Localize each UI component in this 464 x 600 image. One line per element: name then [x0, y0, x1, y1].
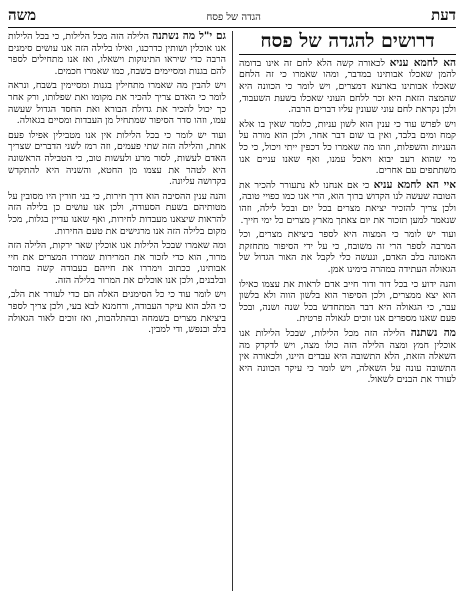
- paragraph: [8, 191, 226, 237]
- text-columns: [8, 31, 456, 591]
- paragraph-text: ומה שאמרו שבכל הלילות אנו אוכלין שאר ירקות, הלילה הזה מרור, הוא כדי לזכור את המרירות שמררו המצרים את חיי אבותינו, ככתוב וימררו את חייהם בעבודה קשה בחומר ובלבנים, ולכן אנו אוכלים את המרור בלילה הזה.: [8, 240, 226, 286]
- paragraph-text: ויש להבין מה שאמרו מתחילין בגנות ומסיימין בשבח, ונראה לומר כי האדם צריך להכיר את מקומו ואת שפלותו, ורק אחר כך יכול להכיר את גדולת הבורא ואת החסד הגדול שעשה עמו, וזהו סדר הסיפור שמתחיל מן העבדות ומסיים בגאולה.: [8, 80, 226, 127]
- paragraph: [239, 180, 456, 226]
- paragraph-lead: מה נשתנה: [410, 326, 456, 339]
- paragraph-text: והנה ידוע כי בכל דור ודור חייב אדם לראות את עצמו כאילו הוא יצא ממצרים, ולכן הסיפור הוא בלשון הווה ולא בלשון עבר, כי הגאולה היא דבר המתחדש בכל שנה ושנה, ובכל פעם שאנו מספרים אנו זוכים לגאולה פרטית.: [239, 278, 456, 325]
- left-column: [8, 31, 232, 591]
- paragraph: [239, 119, 456, 177]
- paragraph-lead: הא לחמא עניא: [389, 56, 456, 69]
- paragraph: [8, 80, 226, 126]
- paragraph-text: ועוד יש לומר כי המצוה היא לספר ביציאת מצרים, וכל המרבה לספר הרי זה משובח, כי על ידי הסיפור מתחזקת האמונה בלב האדם, ונעשה כלי לקבל את האור הגדול של הגאולה העתידה במהרה בימינו אמן.: [239, 229, 456, 275]
- paragraph: [8, 240, 226, 286]
- paragraph-text: כי אם אנחנו לא נתעורר להכיר את הטובה שעשה לנו הקדוש ברוך הוא, הרי אנו כמו כפויי טובה, ולכן צריך להזכיר יציאת מצרים בכל יום ובכל לילה, וזהו שנאמר למען תזכור את יום צאתך מארץ מצרים כל ימי חייך.: [239, 179, 456, 226]
- paragraph-lead: גם י"ל מה נשתנה: [152, 31, 226, 42]
- right-paragraphs: [239, 58, 456, 386]
- paragraph: [8, 289, 226, 335]
- paragraph-text: הלילה הזה מכל הלילות, כי בכל הלילות אנו אוכלין ושותין כדרכנו, ואילו בלילה הזה אנו עושים סימנים הרבה כדי שיראו התינוקות וישאלו, ואז אנו מתחילים לספר להם בגנות ומסיימים בשבח, כמו שאמרו חכמים.: [8, 31, 226, 77]
- paragraph-text: ויש לומר עוד כי כל הסימנים האלה הם כדי לעורר את הלב, כי הלב הוא עיקר העבודה, ורחמנא לבא בעי, ולכן צריך לספר ביציאת מצרים בשמחה ובהתלהבות, ואז זוכים לאור הגאולה בלב ובנפש, ודי למבין.: [8, 289, 226, 336]
- paragraph: [239, 229, 456, 275]
- right-column: [232, 31, 456, 591]
- paragraph: [239, 279, 456, 325]
- paragraph: [239, 328, 456, 386]
- paragraph-text: ועוד יש לומר כי בכל הלילות אין אנו מטבילין אפילו פעם אחת, והלילה הזה שתי פעמים, וזה רמז לשני הדברים שצריך האדם לעשות, לסור מרע ולעשות טוב, כי הטבילה הראשונה היא לטהר את עצמו מן החטא, והשניה היא להתקדש בקדושה עליונה.: [8, 129, 226, 188]
- paragraph-text: ויש לפרש עוד כי ענין הוא לשון עניות, כלומר שאין בו אלא קמח ומים בלבד, ואין בו שום דבר אחר, ולכן הוא מורה על העניות והשפלות, וזהו מה שאמרו כל דכפין ייתי ויכול, כי כל מי שהוא רעב יבוא ויאכל עמנו, ואף שאנו עניים אנו משתתפים עם אחרים.: [239, 118, 456, 177]
- paragraph-text: והנה ענין ההסיבה הוא דרך חירות, כי בני חורין היו מסובין על מטותיהם בשעת הסעודה, ולכן אנו עושים כן בלילה הזה להראות שיצאנו מעבדות לחירות, ואף שאנו עדיין בגלות, מכל מקום בלילה הזה אנו מרגישים את טעם החירות.: [8, 190, 226, 237]
- left-paragraphs: [8, 31, 226, 336]
- paragraph-text: הלילה הזה מכל הלילות, שבכל הלילות אנו אוכלין חמץ ומצה הלילה הזה כולו מצה, ויש לדקדק מה השאלה הזאת, הלא התשובה היא עבדים היינו, ולכאורה אין התשובה עונה על השאלה, ויש לומר כי עיקר הכוונה היא לעורר את הבנים לשאול.: [239, 327, 456, 386]
- paragraph-lead: איי הא לחמא עניא: [373, 178, 456, 191]
- paragraph: [239, 58, 456, 116]
- header-center: הגדה של פסח: [206, 12, 261, 23]
- header-right: דעת: [431, 6, 456, 24]
- column-title: דרושים להגדה של פסח: [239, 31, 456, 55]
- running-header: [8, 6, 456, 28]
- paragraph-text: לכאורה קשה הלא לחם זה אינו בדומה להמן שאכלו אבותינו במדבר, ומהו שאמרו כי זה הלחם שאכלו אבותינו בארעא דמצרים, ויש לומר כי הכוונה היא שהמצה הזאת היא זכר ללחם העוני שאכלו בשעת השעבוד, ולכן נקראת לחם עוני שעונין עליו דברים הרבה.: [239, 57, 456, 116]
- paragraph: [8, 130, 226, 188]
- paragraph: [8, 31, 226, 77]
- header-left: משה: [8, 6, 37, 24]
